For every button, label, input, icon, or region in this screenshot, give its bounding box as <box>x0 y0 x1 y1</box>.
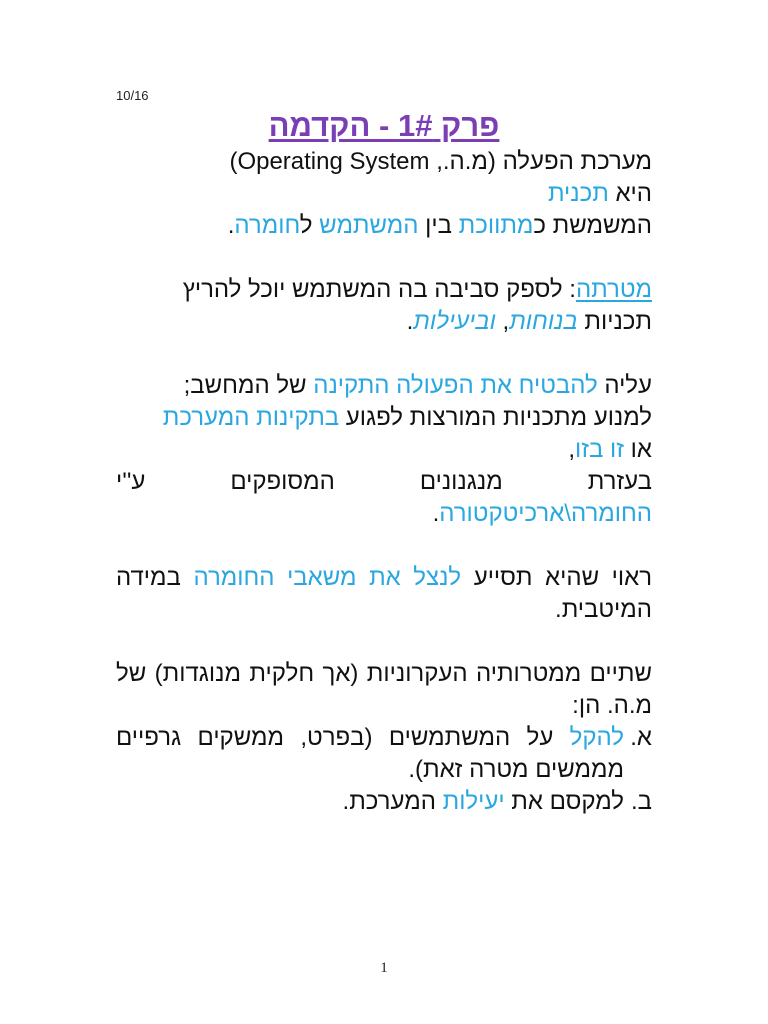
program-term: תכנית <box>547 180 609 207</box>
correctness-line-1 <box>116 370 652 402</box>
list-marker: ב. <box>630 788 652 815</box>
efficiency-term: וביעילות <box>413 308 496 335</box>
correctness-line-2 <box>116 402 652 434</box>
integrity-term: בתקינות המערכת <box>162 404 340 431</box>
intro-line-2 <box>116 178 652 210</box>
correctness-line3-text: או <box>624 436 652 463</box>
resources-paragraph <box>116 562 652 626</box>
list-item-text <box>116 786 624 818</box>
intro-line-1: מערכת הפעלה (מ.ה., Operating System) <box>229 148 652 175</box>
list-item-rest: המערכת. <box>342 788 443 815</box>
ensure-term: להבטיח את הפעולה התקינה <box>313 372 598 399</box>
intro-text-b: בין <box>418 212 459 239</box>
correctness-text-b: של המחשב; <box>183 372 314 399</box>
chapter-title: פרק 1# - הקדמה <box>268 108 500 143</box>
list-item <box>116 722 652 786</box>
goal-paragraph <box>116 274 652 338</box>
list-marker: א. <box>630 724 652 751</box>
correctness-line3-end: , <box>568 436 575 463</box>
intermediary-term: מתווכת <box>458 212 534 239</box>
correctness-line2-text: למנוע מתכניות המורצות לפגוע <box>339 404 652 431</box>
goal-label: מטרתה <box>575 276 652 303</box>
convenience-term: בנוחות <box>509 308 578 335</box>
goal-end: . <box>406 308 414 335</box>
goal-text: : לספק סביבה בה המשתמש יוכל להריץ תכניות <box>182 276 652 335</box>
page-number: 1 <box>380 960 388 976</box>
hardware-architecture-term: החומרה\ארכיטקטורה <box>439 500 652 527</box>
correctness-line-5 <box>116 498 652 530</box>
intro-text-c: ל <box>300 212 320 239</box>
correctness-line-4: בעזרת מנגנונים המסופקים ע''י <box>116 468 652 495</box>
efficiency-goal-term: יעילות <box>442 788 505 815</box>
intro-text-a: המשמשת כ <box>533 212 652 239</box>
correctness-line-3 <box>116 434 652 466</box>
goals-intro: שתיים ממטרותיה העקרוניות (אך חלקית מנוגדות) של מ.ה. הן: <box>116 660 652 719</box>
in-this-term: בזו <box>574 436 604 463</box>
list-item-rest: על המשתמשים (בפרט, ממשקים גרפיים מממשים מטרה זאת). <box>116 724 624 783</box>
utilize-term: לנצל את משאבי החומרה <box>193 564 462 591</box>
list-item <box>116 786 652 818</box>
resources-text-a: ראוי שהיא תסייע <box>461 564 653 591</box>
ease-term: להקל <box>569 724 624 751</box>
list-item-text <box>116 722 624 786</box>
intro-line-3 <box>116 210 652 242</box>
list-item-pre: למקסם את <box>504 788 624 815</box>
user-term: המשתמש <box>319 212 419 239</box>
correctness-space <box>603 436 610 463</box>
correctness-text-a: עליה <box>597 372 652 399</box>
goal-comma: , <box>495 308 510 335</box>
hw-arch-end: . <box>432 500 440 527</box>
intro-end: . <box>227 212 235 239</box>
document-body <box>116 146 652 818</box>
intro-line2-prefix: היא <box>608 180 652 207</box>
hardware-term: חומרה <box>234 212 301 239</box>
resources-text-b: במידה המיטבית. <box>116 564 652 623</box>
or-this-term: זו <box>610 436 625 463</box>
date-stamp: 10/16 <box>116 88 149 103</box>
